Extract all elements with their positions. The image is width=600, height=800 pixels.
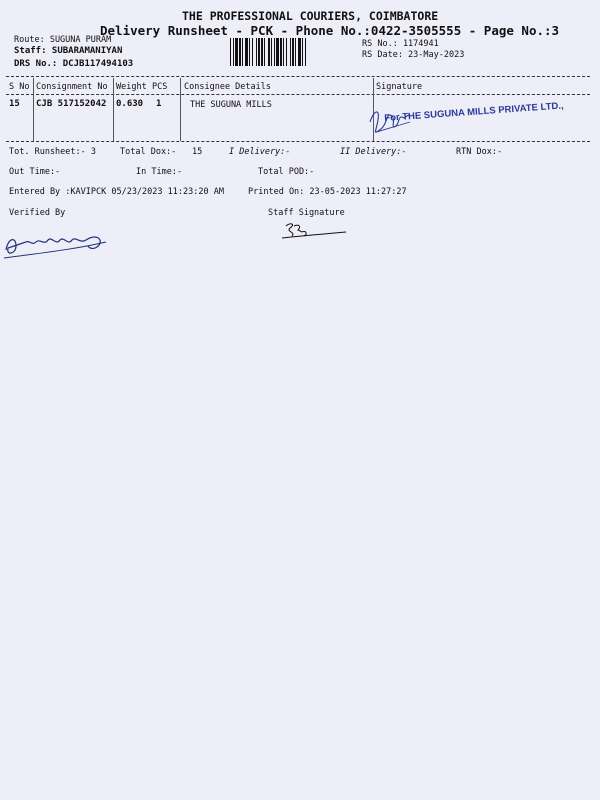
row-pcs: 1 <box>156 99 162 109</box>
printed-on: Printed On: 23-05-2023 11:27:27 <box>248 187 407 197</box>
row-consignee: THE SUGUNA MILLS <box>190 100 272 110</box>
company-stamp: For THE SUGUNA MILLS PRIVATE LTD., <box>384 100 564 124</box>
ii-delivery: II Delivery:- <box>340 147 407 157</box>
col-divider <box>33 78 34 141</box>
rtn-dox: RTN Dox:- <box>456 147 503 157</box>
col-divider <box>180 78 181 141</box>
entered-by: Entered By :KAVIPCK 05/23/2023 11:23:20 AM <box>9 187 224 197</box>
rs-number: RS No.: 1174941 <box>362 39 439 49</box>
drs-number: DRS No.: DCJB117494103 <box>14 59 134 69</box>
table-top-rule <box>6 76 590 77</box>
col-header-signature: Signature <box>376 82 423 92</box>
out-time: Out Time:- <box>9 167 61 177</box>
table-bottom-rule <box>6 141 590 142</box>
verifier-signature <box>2 222 110 262</box>
route-label: Route: SUGUNA PURAM <box>14 35 112 45</box>
staff-label: Staff: SUBARAMANIYAN <box>14 46 123 56</box>
col-divider <box>113 78 114 141</box>
col-header-weight: Weight <box>116 82 147 92</box>
col-header-sno: S No <box>9 82 30 92</box>
receiver-signature <box>366 102 416 142</box>
in-time: In Time:- <box>136 167 183 177</box>
runsheet-title: Delivery Runsheet - PCK - Phone No.:0422-3505555 - Page No.:3 <box>100 23 560 38</box>
staff-signature <box>280 220 350 242</box>
total-dox-label: Total Dox:- <box>120 147 177 157</box>
company-name: THE PROFESSIONAL COURIERS, COIMBATORE <box>182 9 439 23</box>
verified-by-label: Verified By <box>9 208 66 218</box>
row-consignment: CJB 517152042 <box>36 99 107 109</box>
row-sno: 15 <box>9 99 20 109</box>
col-header-consignment: Consignment No <box>36 82 108 92</box>
staff-signature-label: Staff Signature <box>268 208 345 218</box>
total-dox-value: 15 <box>192 147 203 157</box>
i-delivery: I Delivery:- <box>229 147 291 157</box>
row-weight: 0.630 <box>116 99 144 109</box>
rs-date: RS Date: 23-May-2023 <box>362 50 465 60</box>
total-pod: Total POD:- <box>258 167 315 177</box>
table-header-rule <box>6 94 590 95</box>
col-header-consignee: Consignee Details <box>184 82 271 92</box>
barcode-image <box>230 38 357 66</box>
total-runsheet: Tot. Runsheet:- 3 <box>9 147 96 157</box>
col-header-pcs: PCS <box>152 82 168 92</box>
